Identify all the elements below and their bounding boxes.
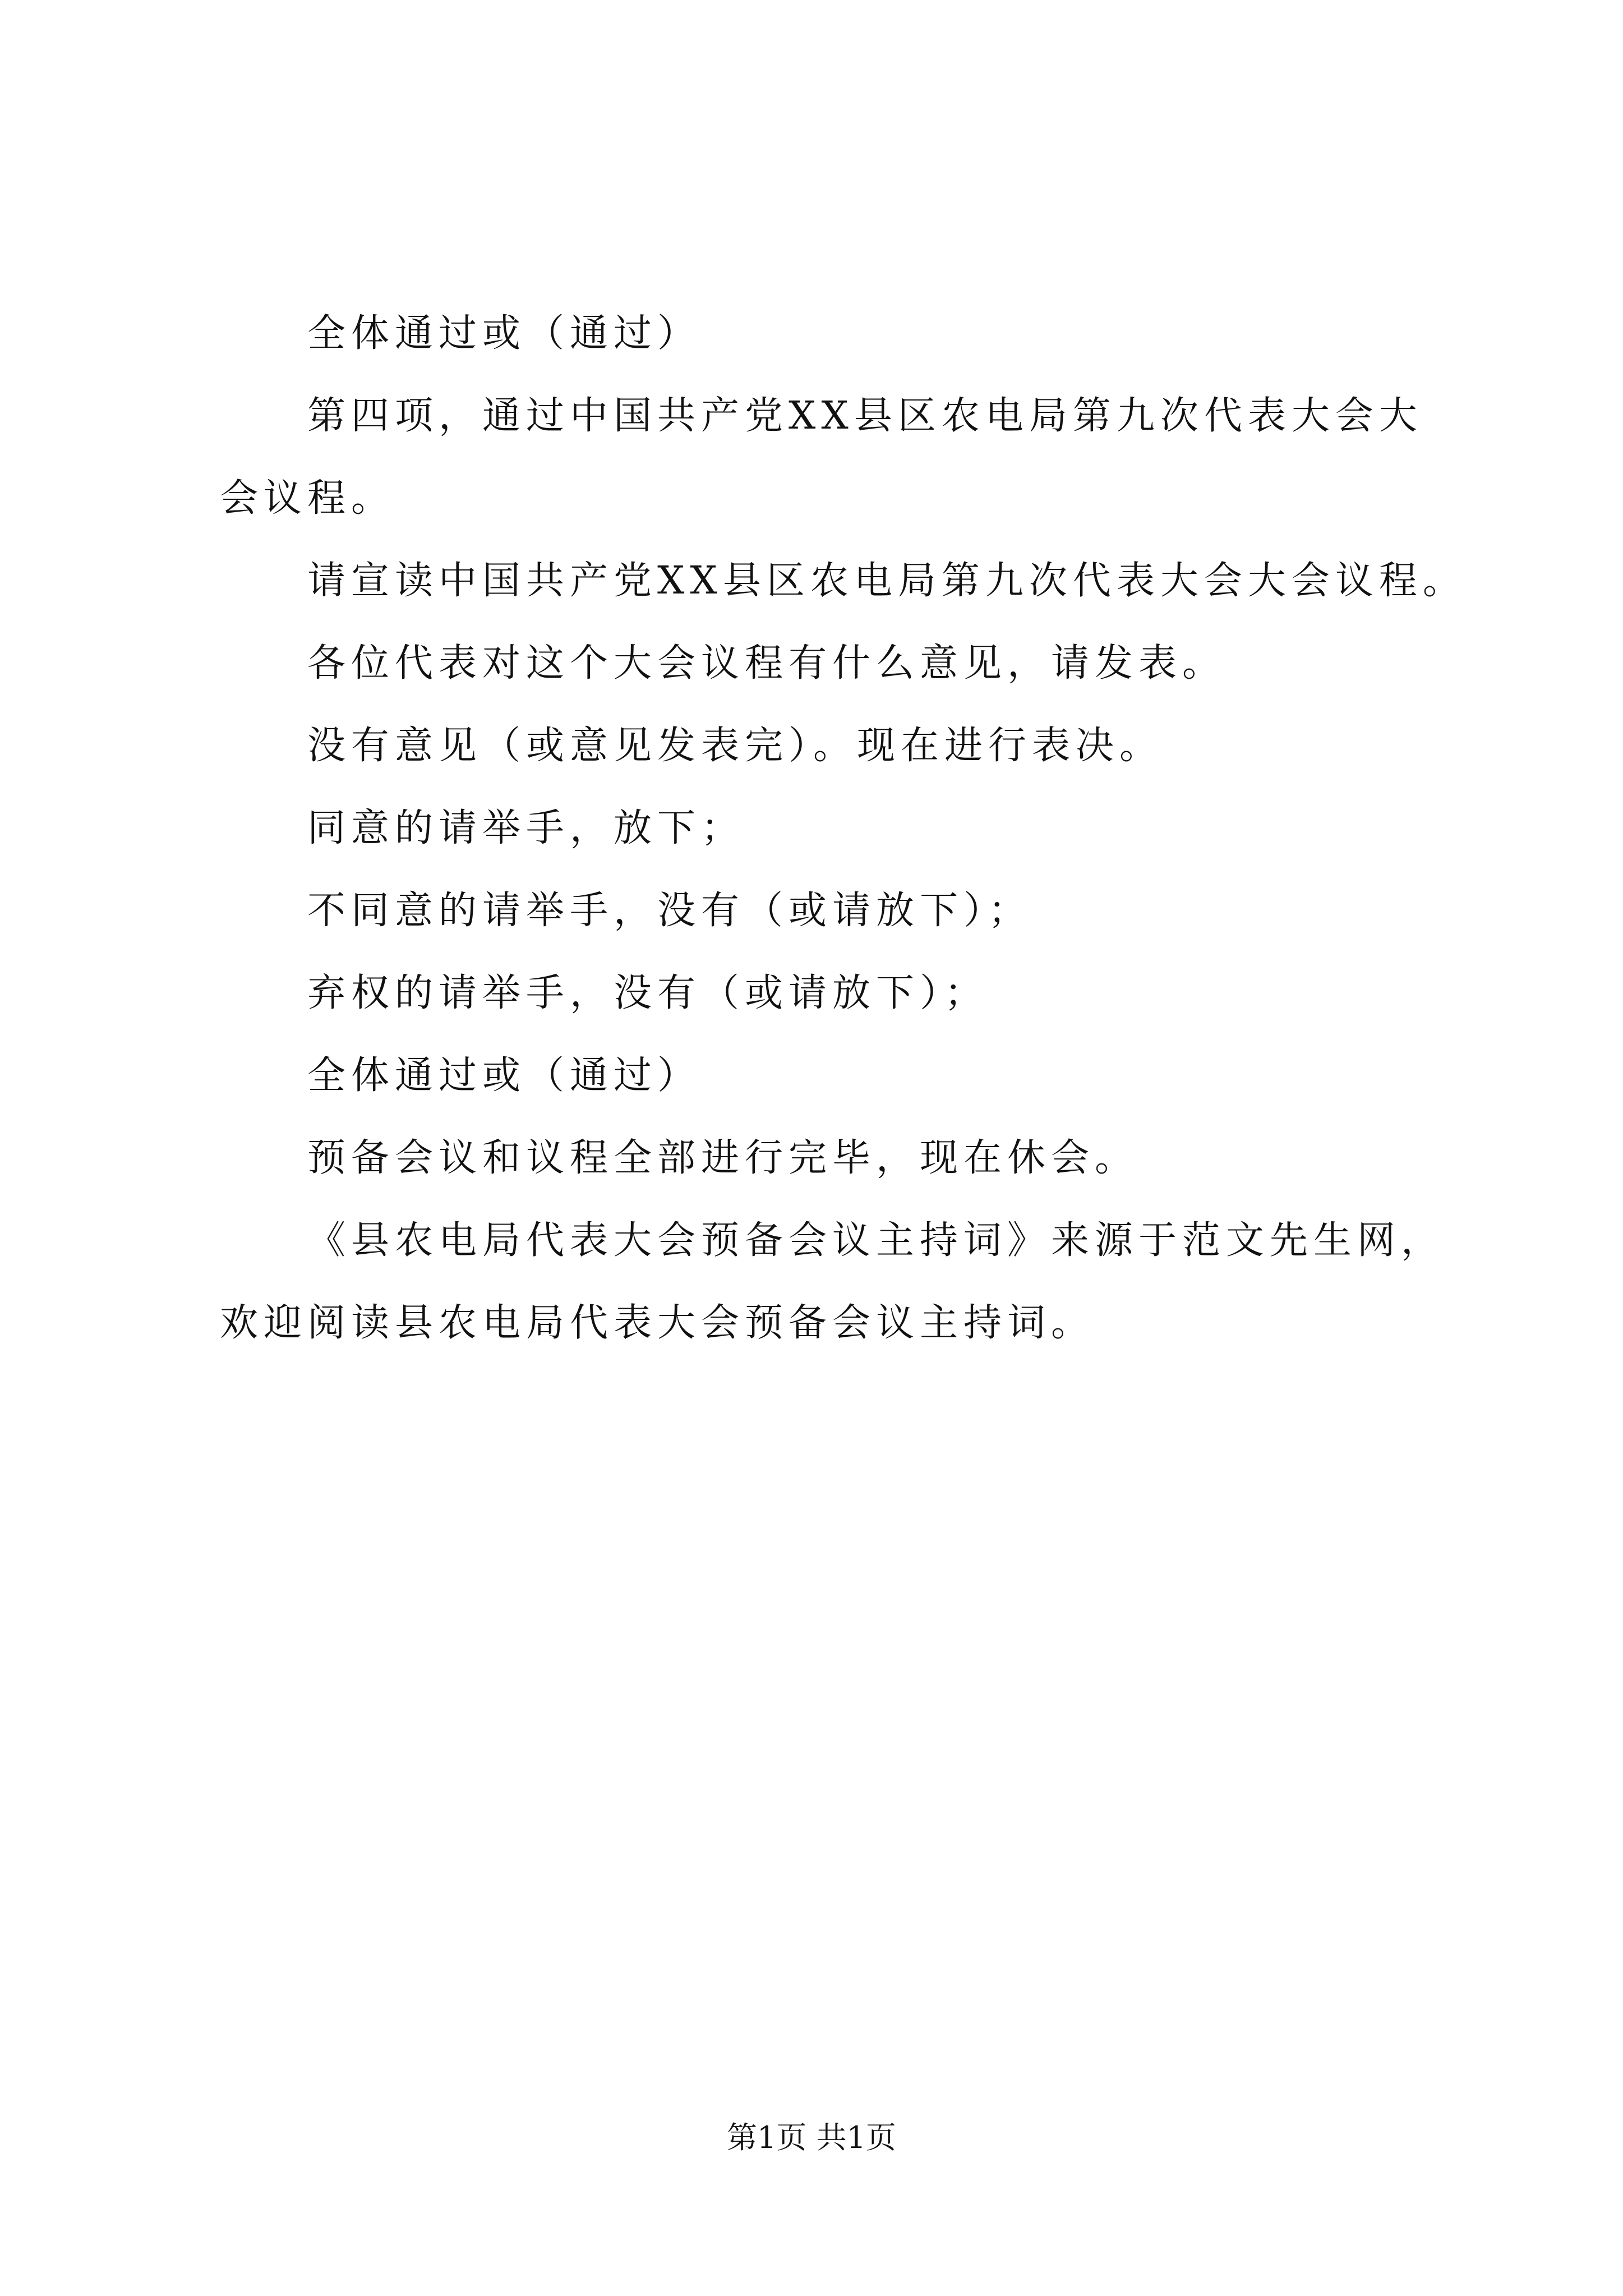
paragraph-line-7: 同意的请举手，放下；	[307, 806, 745, 850]
paragraph-line-11: 预备会议和议程全部进行完毕，现在休会。	[307, 1136, 1139, 1180]
paragraph-line-8: 不同意的请举手，没有（或请放下）；	[307, 889, 1032, 933]
paragraph-line-10: 全体通过或（通过）	[307, 1053, 702, 1098]
paragraph-line-9: 弃权的请举手，没有（或请放下）；	[307, 971, 989, 1015]
paragraph-line-5: 各位代表对这个大会议程有什么意见，请发表。	[307, 641, 1227, 685]
paragraph-line-4: 请宣读中国共产党XX县区农电局第九次代表大会大会议程。	[307, 559, 1467, 603]
paragraph-line-13: 欢迎阅读县农电局代表大会预备会议主持词。	[220, 1301, 1095, 1345]
paragraph-line-12: 《县农电局代表大会预备会议主持词》来源于范文先生网，	[307, 1218, 1445, 1263]
paragraph-line-2: 第四项，通过中国共产党XX县区农电局第九次代表大会大	[307, 394, 1423, 438]
page-footer: 第1页 共1页	[727, 2120, 896, 2155]
paragraph-line-3: 会议程。	[220, 476, 395, 521]
paragraph-line-6: 没有意见（或意见发表完）。现在进行表决。	[307, 724, 1164, 768]
paragraph-line-1: 全体通过或（通过）	[307, 311, 702, 356]
